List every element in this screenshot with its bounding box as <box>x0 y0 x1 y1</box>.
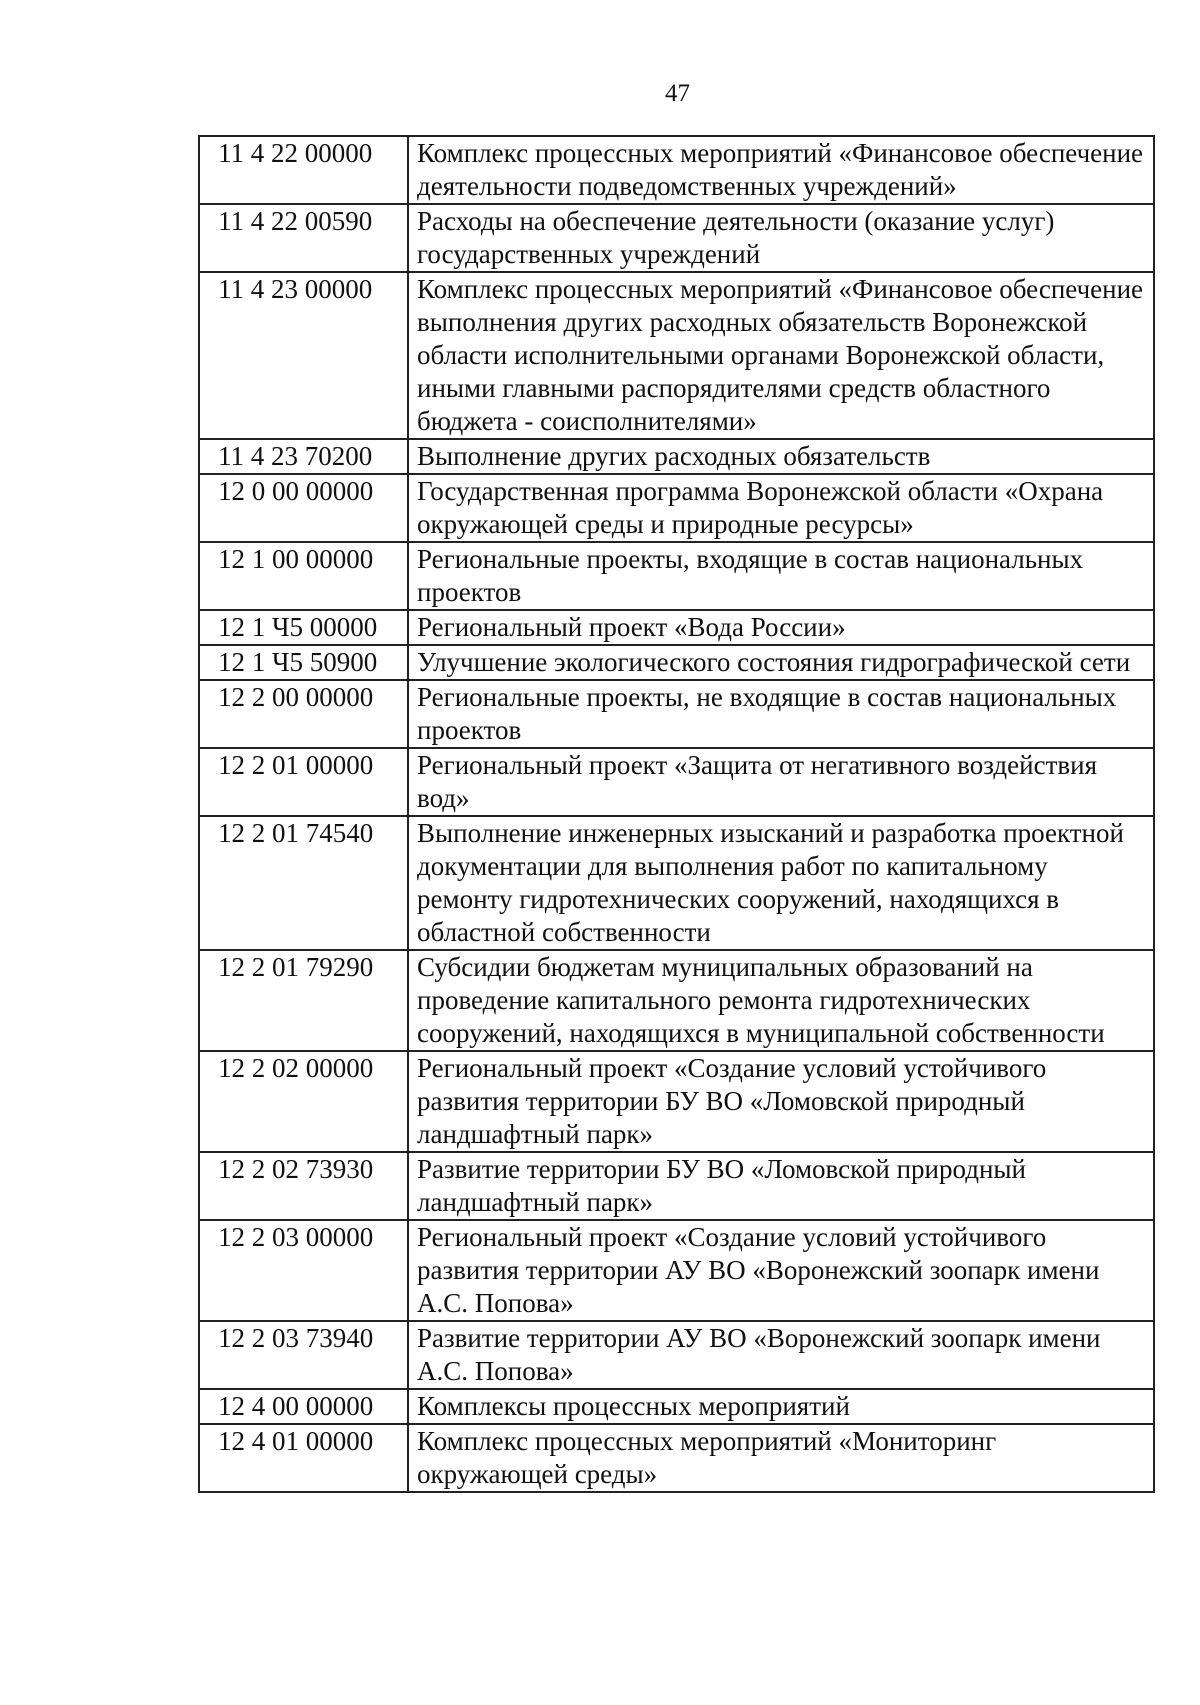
budget-code-cell: 11 4 22 00000 <box>199 136 408 204</box>
description-cell: Улучшение экологического состояния гидрографической сети <box>408 645 1154 680</box>
description-cell: Комплексы процессных мероприятий <box>408 1389 1154 1424</box>
table-row <box>199 136 1154 204</box>
budget-code-cell: 12 2 01 79290 <box>199 950 408 1051</box>
budget-code-cell: 12 4 00 00000 <box>199 1389 408 1424</box>
description-cell: Развитие территории БУ ВО «Ломовской природный ландшафтный парк» <box>408 1152 1154 1220</box>
description-cell: Региональный проект «Создание условий устойчивого развития территории БУ ВО «Ломовской природный ландшафтный парк» <box>408 1051 1154 1152</box>
table-row <box>199 1220 1154 1321</box>
budget-code-cell: 12 2 00 00000 <box>199 680 408 748</box>
table-row <box>199 204 1154 272</box>
description-cell: Комплекс процессных мероприятий «Мониторинг окружающей среды» <box>408 1424 1154 1492</box>
budget-code-cell: 12 0 00 00000 <box>199 474 408 542</box>
table-row <box>199 610 1154 645</box>
description-cell: Субсидии бюджетам муниципальных образований на проведение капитального ремонта гидротехнических сооружений, находящихся в муниципальной собственности <box>408 950 1154 1051</box>
table-row <box>199 1424 1154 1492</box>
description-cell: Развитие территории АУ ВО «Воронежский зоопарк имени А.С. Попова» <box>408 1321 1154 1389</box>
description-cell: Комплекс процессных мероприятий «Финансовое обеспечение деятельности подведомственных учреждений» <box>408 136 1154 204</box>
budget-code-table <box>198 135 1155 1493</box>
table-row <box>199 272 1154 439</box>
budget-code-cell: 12 2 02 00000 <box>199 1051 408 1152</box>
description-cell: Региональный проект «Вода России» <box>408 610 1154 645</box>
budget-code-cell: 11 4 23 70200 <box>199 439 408 474</box>
budget-code-cell: 12 4 01 00000 <box>199 1424 408 1492</box>
description-cell: Выполнение других расходных обязательств <box>408 439 1154 474</box>
budget-code-cell: 12 2 03 73940 <box>199 1321 408 1389</box>
budget-code-cell: 12 2 01 74540 <box>199 816 408 950</box>
description-cell: Региональный проект «Создание условий устойчивого развития территории АУ ВО «Воронежский зоопарк имени А.С. Попова» <box>408 1220 1154 1321</box>
budget-code-cell: 12 1 Ч5 00000 <box>199 610 408 645</box>
budget-code-cell: 12 2 03 00000 <box>199 1220 408 1321</box>
description-cell: Региональные проекты, не входящие в состав национальных проектов <box>408 680 1154 748</box>
description-cell: Государственная программа Воронежской области «Охрана окружающей среды и природные ресурсы» <box>408 474 1154 542</box>
table-row <box>199 645 1154 680</box>
table-row <box>199 542 1154 610</box>
budget-code-cell: 11 4 22 00590 <box>199 204 408 272</box>
table-row <box>199 1389 1154 1424</box>
budget-code-cell: 11 4 23 00000 <box>199 272 408 439</box>
table-row <box>199 748 1154 816</box>
table-row <box>199 950 1154 1051</box>
description-cell: Расходы на обеспечение деятельности (оказание услуг) государственных учреждений <box>408 204 1154 272</box>
budget-code-cell: 12 2 01 00000 <box>199 748 408 816</box>
table-row <box>199 439 1154 474</box>
description-cell: Региональные проекты, входящие в состав национальных проектов <box>408 542 1154 610</box>
budget-code-cell: 12 1 00 00000 <box>199 542 408 610</box>
table-row <box>199 1051 1154 1152</box>
page-number: 47 <box>665 80 690 107</box>
description-cell: Региональный проект «Защита от негативного воздействия вод» <box>408 748 1154 816</box>
table-row <box>199 816 1154 950</box>
budget-code-cell: 12 1 Ч5 50900 <box>199 645 408 680</box>
table-row <box>199 474 1154 542</box>
description-cell: Комплекс процессных мероприятий «Финансовое обеспечение выполнения других расходных обязательств Воронежской области исполнительными органами Воронежской области, иными главными распорядителями средств областного бюджета - соисполнителями» <box>408 272 1154 439</box>
table-row <box>199 1152 1154 1220</box>
budget-code-cell: 12 2 02 73930 <box>199 1152 408 1220</box>
table-row <box>199 1321 1154 1389</box>
description-cell: Выполнение инженерных изысканий и разработка проектной документации для выполнения работ по капитальному ремонту гидротехнических сооружений, находящихся в областной собственности <box>408 816 1154 950</box>
table-row <box>199 680 1154 748</box>
